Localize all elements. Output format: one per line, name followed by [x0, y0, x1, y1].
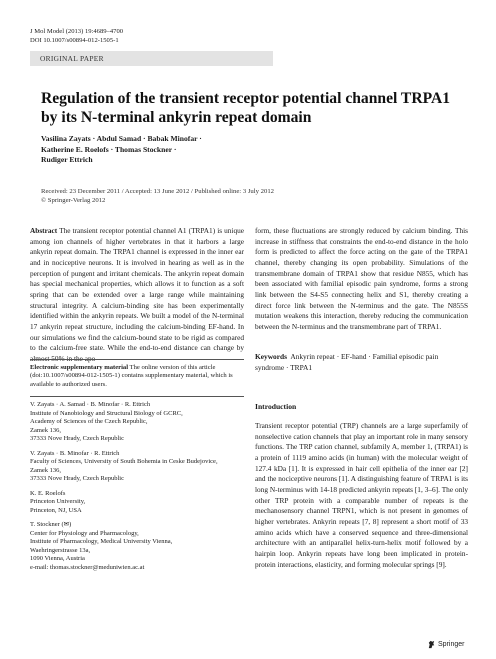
- keywords: [255, 352, 468, 373]
- abstract-text-left: The transient receptor potential channel A1 (TRPA1) is unique among ion channels of higher vertebrates in that it harbors a large ankyrin repeat domain. The TRPA1 channel is expressed in the inner ear and in nociceptive neurons. It is involved in hearing as well as in the perception of pungent and irritant chemicals. The ankyrin repeat domain has special mechanical properties, which allows it to function as a soft spring that can be extended over a large range while maintaining structural integrity. A calcium-binding site has been experimentally identified within the ankyrin repeats. We built a model of the N-terminal 17 ankyrin repeat structure, including the calcium-binding EF-hand. In our simulations we find the calcium-bound state to be rigid as compared to the calcium-free state. While the end-to-end distance can change by almost 50% in the apo: [30, 226, 244, 363]
- affiliation-rule: [30, 396, 244, 397]
- author-line: Vasilina Zayats · Abdul Samad · Babak Minofar ·: [41, 134, 202, 143]
- article-type-band: ORIGINAL PAPER: [30, 51, 273, 66]
- affiliation-block: V. Zayats · B. Minofar · R. Ettrich Faculty of Sciences, University of South Bohemia in Ceske Budejovice, Zamek 136, 37333 Nove Hrady, Czech Republic: [30, 449, 218, 482]
- author-list: [41, 134, 361, 166]
- paper-title: Regulation of the transient receptor potential channel TRPA1 by its N-terminal ankyrin repeat domain: [41, 90, 451, 126]
- abstract-right: [255, 226, 468, 333]
- corresponding-email: e-mail: thomas.stockner@meduniwien.ac.at: [30, 563, 145, 571]
- publication-dates: [41, 188, 461, 206]
- esm-label: Electronic supplementary material: [30, 364, 129, 371]
- esm-note: [30, 364, 244, 389]
- date-history: Received: 23 December 2011 / Accepted: 13 June 2012 / Published online: 3 July 2012: [41, 188, 275, 195]
- author-line: Katherine E. Roelofs · Thomas Stockner ·: [41, 144, 177, 154]
- journal-citation: J Mol Model (2013) 19:4689–4700: [30, 28, 124, 35]
- publisher-logo: [427, 640, 464, 649]
- publisher-logo-text: Springer: [438, 641, 465, 648]
- copyright-line: © Springer-Verlag 2012: [41, 196, 106, 204]
- abstract-text-right: form, these fluctuations are strongly reduced by calcium binding. This increase in stiffness that constraints the end-to-end distance in the holo form is predicted to affect the force acting on the gate of the TRPA1 channel, thereby changing its open probability. Simulations of the transmembrane domain of TRPA1 show that residue N855, which has been associated with familial episodic pain syndrome, forms a strong link between the S4-S5 connecting helix and S1, thereby creating a direct force link between the N-terminus and the gate. The N855S mutation weakens this interaction, thereby reducing the communication between the N-terminus and the transmembrane part of TRPA1.: [255, 226, 468, 331]
- abstract-left: [30, 226, 244, 365]
- footnote-rule: [30, 359, 244, 360]
- section-heading-introduction: Introduction: [255, 402, 297, 411]
- abstract-label: Abstract: [30, 226, 58, 235]
- introduction-text: Transient receptor potential (TRP) channels are a large superfamily of nonselective cation channels that play an important role in many sensory functions. The TRP cation channel, subfamily A, member 1, (TRPA1) is a protein of 1119 amino acids (in human) with the molecular weight of 127.4 kDa [1]. It is expressed in hair cell epithelia of the inner ear [2] and the nociceptive neurons [1]. A distinguishing feature of TRPA1 is its long N-terminus with 14-18 predicted ankyrin repeats [1, 3–6]. The only other TRP protein with a comparable number of repeats is the mechanosensory channel TRPN1, which is not present in genomes of higher vertebrates. Ankyrin repeats [7, 8] represent a short motif of 33 amino acids which have a conserved sequence and three-dimensional architecture with an antiparallel helix-turn-helix motif followed by a hairpin loop. Ankyrin repeats have long been implicated in protein-protein interactions, elasticity, and forming molecular springs [9].: [255, 421, 468, 569]
- author-line: Rudiger Ettrich: [41, 155, 93, 165]
- affiliation-block: V. Zayats · A. Samad · B. Minofar · R. Ettrich Institute of Nanobiology and Structural Biology of GCRC, Academy of Sciences of the Czech Republic, Zamek 136, 37333 Nove Hrady, Czech Republic: [30, 401, 183, 442]
- affiliation-block: T. Stockner (✉) Center for Physiology and Pharmacology, Institute of Pharmacology, Medical University Vienna, Waehringerstrasse 13a, 1090 Vienna, Austria e-mail: thomas.stockner@meduniwien.ac.at: [30, 521, 244, 572]
- article-doi: DOI 10.1007/s00894-012-1505-1: [30, 37, 119, 44]
- affiliations: [30, 401, 244, 572]
- affiliation-block: K. E. Roelofs Princeton University, Princeton, NJ, USA: [30, 489, 86, 514]
- keywords-text: Ankyrin repeat · EF-hand · Familial episodic pain syndrome · TRPA1: [255, 352, 439, 372]
- keywords-label: Keywords: [255, 352, 288, 361]
- esm-text: The online version of this article (doi:10.1007/s00894-012-1505-1) contains supplementary material, which is available to authorized users.: [30, 364, 233, 388]
- springer-horse-icon: [427, 640, 436, 649]
